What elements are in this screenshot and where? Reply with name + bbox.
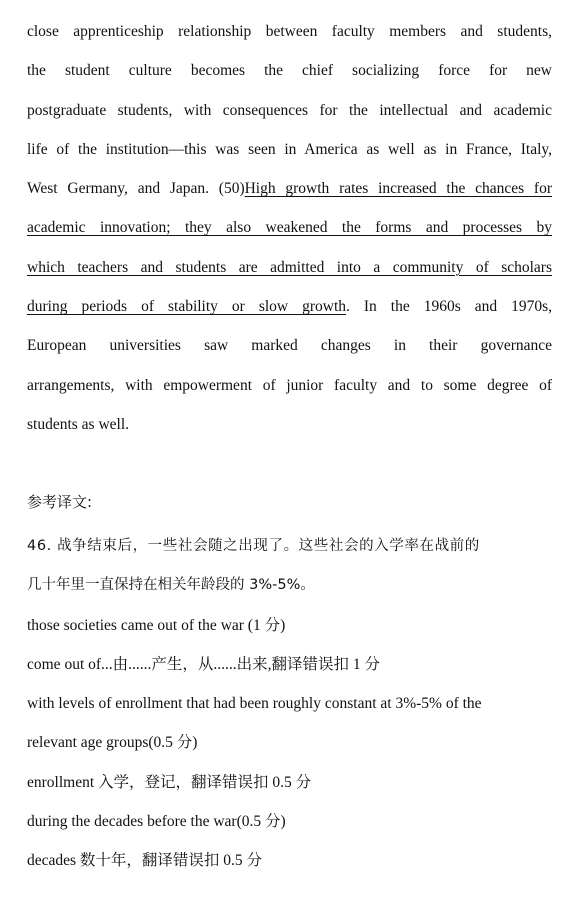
text-line: close apprenticeship relationship between faculty members and students, [27, 23, 552, 40]
reference-heading: 参考译文: [27, 493, 93, 511]
scoring-item: enrollment 入学，登记，翻译错误扣 0.5 分 [27, 773, 312, 791]
text-line: arrangements, with empowerment of junior faculty and to some degree of [27, 376, 552, 394]
underlined-sentence-50: during periods of stability or slow growth [27, 298, 346, 316]
scoring-item: decades 数十年，翻译错误扣 0.5 分 [27, 852, 263, 870]
scoring-item: come out of...由......产生，从......出来,翻译错误扣 1 分 [27, 655, 381, 673]
translation-line: 46. 战争结束后，一些社会随之出现了。这些社会的入学率在战前的 [27, 538, 480, 554]
underlined-sentence-50: academic innovation; they also weakened the forms and processes by [27, 219, 552, 237]
text-line: life of the institution—this was seen in America as well as in France, Italy, [27, 140, 552, 158]
plain-text: West Germany, and Japan. (50) [27, 180, 245, 198]
text-line: European universities saw marked changes in their governance [27, 337, 552, 355]
scoring-item: with levels of enrollment that had been roughly constant at 3%-5% of the [27, 695, 482, 713]
scoring-item: relevant age groups(0.5 分) [27, 734, 198, 752]
text-line [27, 208, 552, 247]
english-paragraph [27, 12, 552, 444]
translation-line: 几十年里一直保持在相关年龄段的 3%-5%。 [27, 577, 315, 594]
scoring-item: those societies came out of the war (1 分) [27, 616, 286, 634]
text-line [27, 248, 552, 287]
underlined-sentence-50: High growth rates increased the chances for [244, 180, 552, 198]
scoring-item: during the decades before the war(0.5 分) [27, 813, 286, 831]
text-line [27, 169, 552, 208]
text-line [27, 287, 552, 326]
reference-block [27, 527, 552, 881]
underlined-sentence-50: which teachers and students are admitted into a community of scholars [27, 258, 552, 276]
plain-text: . In the 1960s and 1970s, [346, 298, 552, 316]
text-line: students as well. [27, 415, 130, 433]
text-line: the student culture becomes the chief socializing force for new [27, 62, 552, 80]
text-line: postgraduate students, with consequences for the intellectual and academic [27, 101, 552, 119]
